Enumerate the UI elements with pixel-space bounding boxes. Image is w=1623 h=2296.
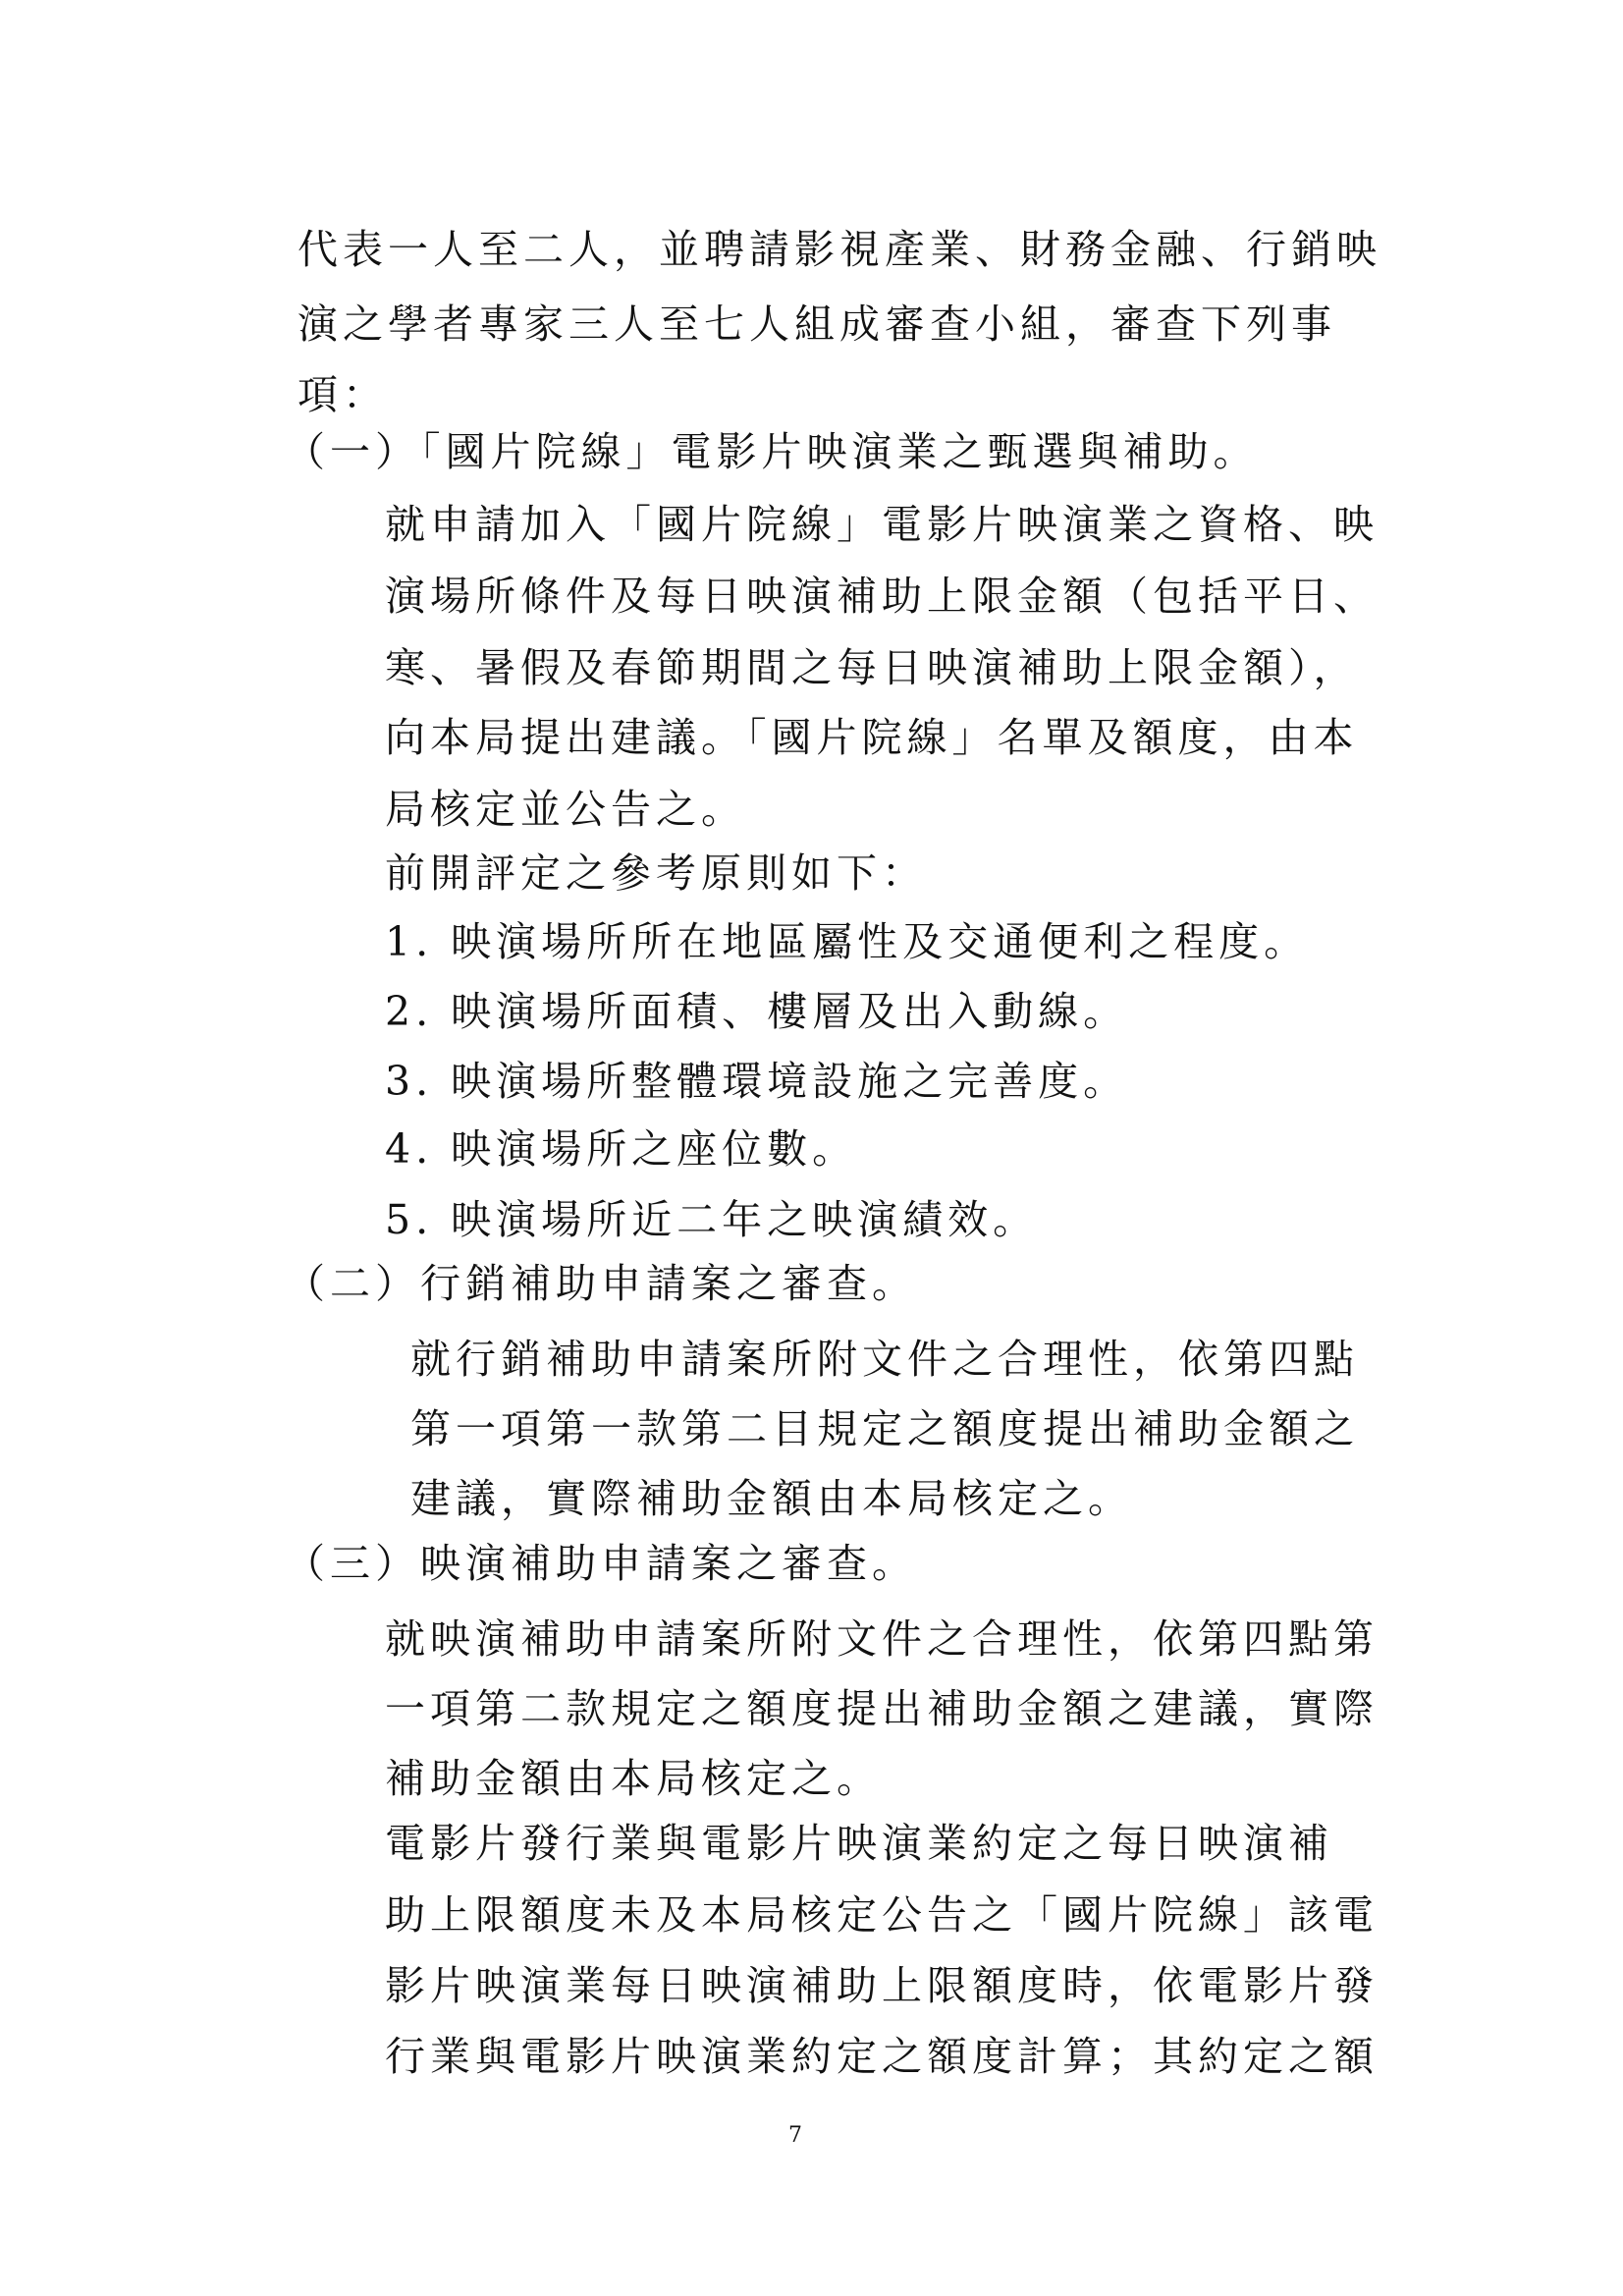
item2-paragraph-line-2: 第一項第一款第二目規定之額度提出補助金額之 <box>410 1405 1359 1452</box>
item3-paragraph1-line-2: 一項第二款規定之額度提出補助金額之建議，實際 <box>385 1685 1379 1732</box>
item1-heading: （一）「國片院線」電影片映演業之甄選與補助。 <box>285 428 1259 475</box>
item1-criterion-2: 2. 映演場所面積、樓層及出入動線。 <box>385 988 1129 1035</box>
item1-criterion-1: 1. 映演場所所在地區屬性及交通便利之程度。 <box>385 918 1310 965</box>
item3-paragraph2-line-4: 行業與電影片映演業約定之額度計算；其約定之額 <box>385 2033 1379 2080</box>
item1-paragraph-line-5: 局核定並公告之。 <box>385 786 746 833</box>
item2-paragraph-line-3: 建議，實際補助金額由本局核定之。 <box>410 1475 1133 1522</box>
intro-line-1: 代表一人至二人，並聘請影視產業、財務金融、行銷映 <box>298 226 1381 273</box>
item3-paragraph2-line-1: 電影片發行業與電影片映演業約定之每日映演補 <box>385 1820 1333 1867</box>
item1-criterion-5: 5. 映演場所近二年之映演績效。 <box>385 1196 1039 1243</box>
item1-paragraph-line-1: 就申請加入「國片院線」電影片映演業之資格、映 <box>385 501 1379 548</box>
item3-paragraph2-line-3: 影片映演業每日映演補助上限額度時，依電影片發 <box>385 1962 1379 2009</box>
page-number: 7 <box>788 2123 802 2148</box>
intro-line-3: 項： <box>298 371 388 418</box>
intro-line-2: 演之學者專家三人至七人組成審查小組，審查下列事 <box>298 301 1336 348</box>
item1-paragraph-line-2: 演場所條件及每日映演補助上限金額（包括平日、 <box>385 573 1379 620</box>
item3-paragraph1-line-1: 就映演補助申請案所附文件之合理性，依第四點第 <box>385 1615 1379 1663</box>
item1-criterion-4: 4. 映演場所之座位數。 <box>385 1125 858 1173</box>
item3-heading: （三）映演補助申請案之審查。 <box>285 1540 917 1587</box>
item1-criteria-intro: 前開評定之參考原則如下： <box>385 849 927 897</box>
item2-paragraph-line-1: 就行銷補助申請案所附文件之合理性，依第四點 <box>410 1336 1359 1383</box>
item1-criterion-3: 3. 映演場所整體環境設施之完善度。 <box>385 1058 1129 1105</box>
item1-paragraph-line-3: 寒、暑假及春節期間之每日映演補助上限金額）， <box>385 644 1359 691</box>
item1-paragraph-line-4: 向本局提出建議。「國片院線」名單及額度，由本 <box>385 714 1359 761</box>
item3-paragraph1-line-3: 補助金額由本局核定之。 <box>385 1755 882 1802</box>
item3-paragraph2-line-2: 助上限額度未及本局核定公告之「國片院線」該電 <box>385 1891 1379 1939</box>
item2-heading: （二）行銷補助申請案之審查。 <box>285 1260 917 1307</box>
